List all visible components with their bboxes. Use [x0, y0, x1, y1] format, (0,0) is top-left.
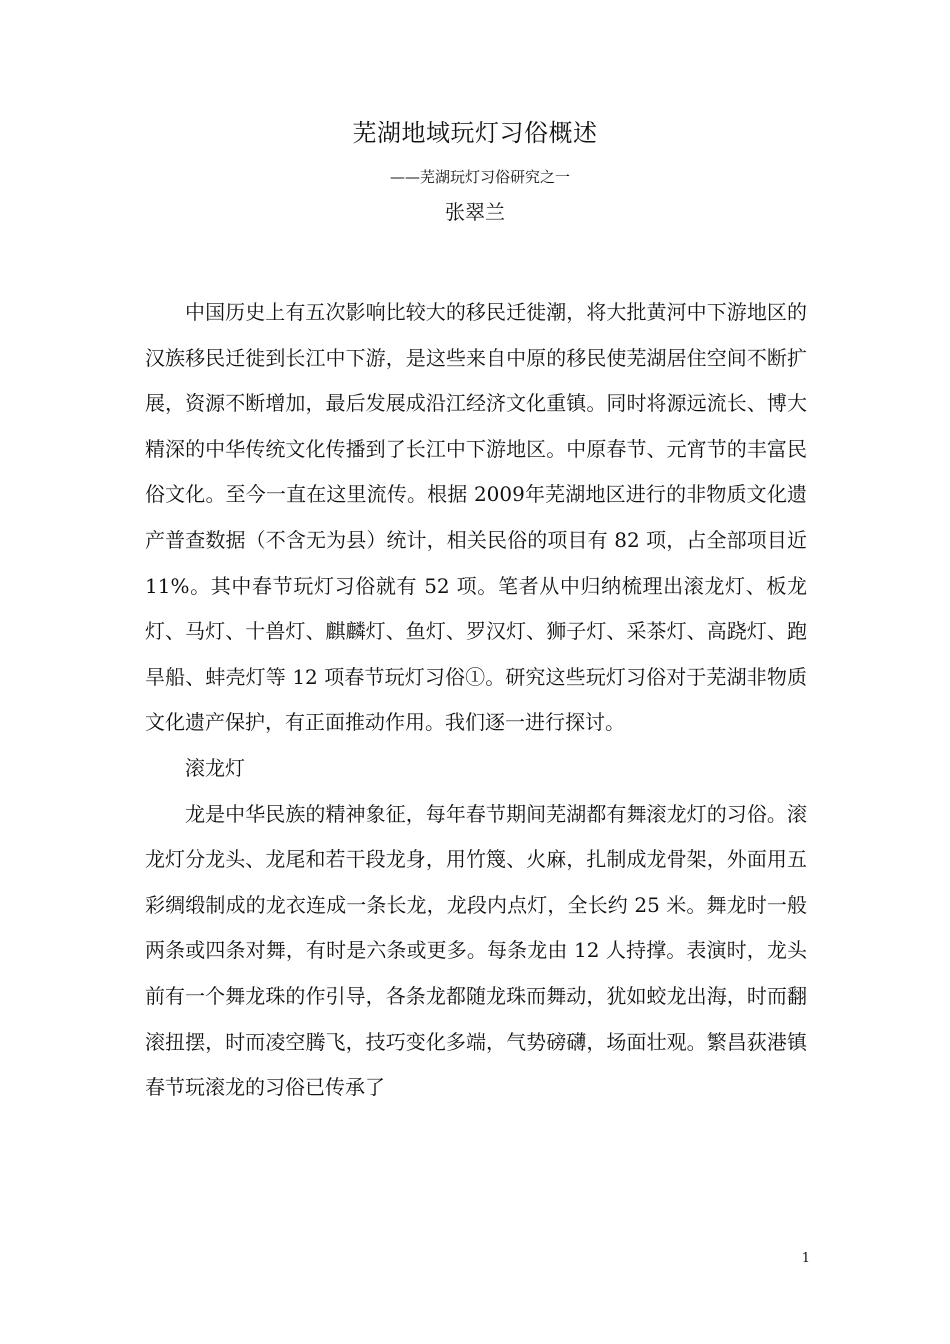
- body-paragraph: 龙是中华民族的精神象征，每年春节期间芜湖都有舞滚龙灯的习俗。滚龙灯分龙头、龙尾和若干段龙身，用竹篾、火麻，扎制成龙骨架，外面用五彩绸缎制成的龙衣连成一条长龙，龙段内点灯，全长约 25 米。舞龙时一般两条或四条对舞，有时是六条或更多。每条龙由 12 人持撑。表演时，龙头前有一个舞龙珠的作引导，各条龙都随龙珠而舞动，犹如蛟龙出海，时而翻滚扭摆，时而凌空腾飞，技巧变化多端，气势磅礴，场面壮观。繁昌荻港镇春节玩滚龙的习俗已传承了: [145, 801, 807, 1100]
- section-heading: 滚龙灯: [185, 755, 245, 780]
- body-paragraph: 中国历史上有五次影响比较大的移民迁徙潮，将大批黄河中下游地区的汉族移民迁徙到长江中下游，是这些来自中原的移民使芜湖居住空间不断扩展，资源不断增加，最后发展成沿江经济文化重镇。同时将源远流长、博大精深的中华传统文化传播到了长江中下游地区。中原春节、元宵节的丰富民俗文化。至今一直在这里流传。根据 2009年芜湖地区进行的非物质文化遗产普查数据（不含无为县）统计，相关民俗的项目有 82 项，占全部项目近 11%。其中春节玩灯习俗就有 52 项。笔者从中归纳梳理出滚龙灯、板龙灯、马灯、十兽灯、麒麟灯、鱼灯、罗汉灯、狮子灯、采茶灯、高跷灯、跑旱船、蚌壳灯等 12 项春节玩灯习俗①。研究这些玩灯习俗对于芜湖非物质文化遗产保护，有正面推动作用。我们逐一进行探讨。: [145, 300, 807, 735]
- document-body: [145, 290, 807, 1111]
- page-number: 1: [801, 1251, 810, 1266]
- document-title: 芜湖地域玩灯习俗概述: [352, 119, 598, 147]
- document-subtitle: ——芜湖玩灯习俗研究之一: [389, 168, 570, 186]
- document-author: 张翠兰: [445, 200, 505, 224]
